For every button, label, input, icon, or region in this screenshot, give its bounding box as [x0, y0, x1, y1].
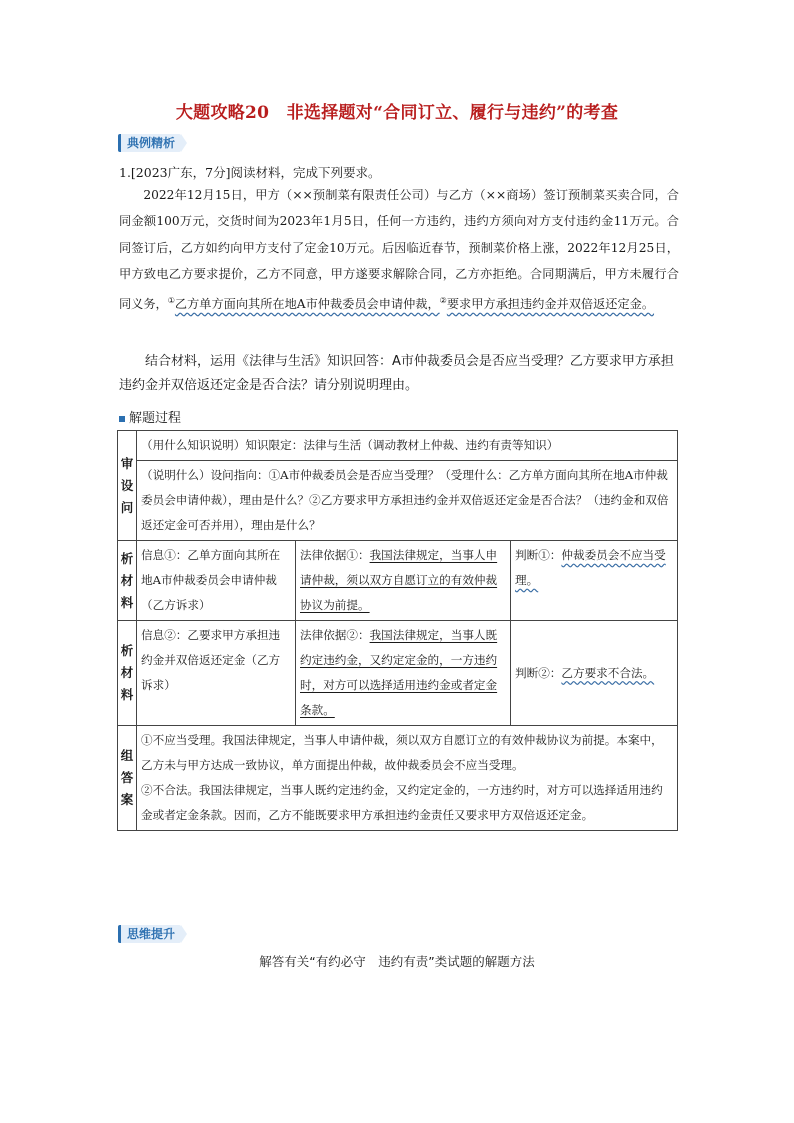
process-label: 解题过程	[129, 411, 182, 426]
zu-label: 组答案	[118, 726, 137, 831]
passage-underline-1: 乙方单方面向其所在地A市仲裁委员会申请仲裁，	[174, 296, 440, 311]
marker-2: ②	[439, 295, 447, 305]
material-passage	[119, 182, 679, 317]
answer-2: ②不合法。我国法律规定，当事人既约定违约金，又约定定金的，一方违约时，对方可以选择适用违约金或者定金条款。因而，乙方不能既要求甲方承担违约金责任又要求甲方双倍返还定金。	[141, 783, 663, 822]
xi2-law-text: 我国法律规定，当事人既约定违约金，又约定定金的，一方违约时，对方可以选择适用违约金或者定金条款。	[300, 628, 498, 717]
xi2-info: 信息②：乙要求甲方承担违约金并双倍返还定金（乙方诉求）	[137, 621, 296, 726]
square-bullet-icon	[119, 416, 125, 422]
passage-underline-2: 要求甲方承担违约金并双倍返还定金。	[446, 296, 655, 311]
answer-1: ①不应当受理。我国法律规定，当事人申请仲裁，须以双方自愿订立的有效仲裁协议为前提。本案中，乙方未与甲方达成一致协议，单方面提出仲裁，故仲裁委员会不应当受理。	[141, 733, 663, 772]
xi1-law	[296, 541, 511, 621]
xi1-judge	[511, 541, 678, 621]
think-tag: 思维提升	[118, 925, 181, 943]
marker-1: ①	[167, 295, 175, 305]
xi2-judge	[511, 621, 678, 726]
xi-label-1: 析材料	[118, 541, 137, 621]
xi1-law-prefix: 法律依据①：	[300, 548, 370, 562]
passage-text: 2022年12月15日，甲方（××预制菜有限责任公司）与乙方（××商场）签订预制菜买卖合同，合同金额100万元，交货时间为2023年1月5日，任何一方违约，违约方须向对方支付违约金11万元。合同签订后，乙方如约向甲方支付了定金10万元。后因临近春节，预制菜价格上涨，2022年12月25日，甲方致电乙方要求提价，乙方不同意，甲方遂要求解除合同，乙方亦拒绝。合同期满后，甲方未履行合同义务，	[119, 188, 679, 311]
xi2-law	[296, 621, 511, 726]
answer-cell	[137, 726, 678, 831]
footer-heading: 解答有关“有约必守 违约有责”类试题的解题方法	[259, 954, 535, 969]
page-title: 大题攻略20 非选择题对“合同订立、履行与违约”的考查	[175, 103, 619, 123]
xi1-judge-text: 仲裁委员会不应当受理。	[515, 548, 666, 587]
process-heading	[119, 407, 181, 426]
shen-label: 审设问	[118, 431, 137, 541]
xi2-judge-prefix: 判断②：	[515, 665, 562, 680]
shen-row-1: （用什么知识说明）知识限定：法律与生活（调动教材上仲裁、违约有责等知识）	[137, 431, 678, 461]
xi2-law-prefix: 法律依据②：	[300, 628, 370, 642]
analysis-table	[117, 430, 678, 831]
xi2-judge-text: 乙方要求不合法。	[561, 665, 655, 680]
xi-label-2: 析材料	[118, 621, 137, 726]
xi1-info: 信息①：乙单方面向其所在地A市仲裁委员会申请仲裁（乙方诉求）	[137, 541, 296, 621]
question-header: 1.[2023广东，7分]阅读材料，完成下列要求。	[119, 165, 381, 180]
shen-row-2: （说明什么）设问指向：①A市仲裁委员会是否应当受理？（受理什么：乙方单方面向其所在地A市仲裁委员会申请仲裁），理由是什么？②乙方要求甲方承担违约金并双倍返还定金是否合法？（违约金和双倍返还定金可否并用），理由是什么？	[137, 461, 678, 541]
question-prompt: 结合材料，运用《法律与生活》知识回答：A市仲裁委员会是否应当受理？乙方要求甲方承担违约金并双倍返还定金是否合法？请分别说明理由。	[119, 354, 674, 393]
xi1-law-text: 我国法律规定，当事人申请仲裁，须以双方自愿订立的有效仲裁协议为前提。	[300, 548, 498, 612]
xi1-judge-prefix: 判断①：	[515, 548, 562, 562]
example-tag: 典例精析	[118, 134, 181, 152]
